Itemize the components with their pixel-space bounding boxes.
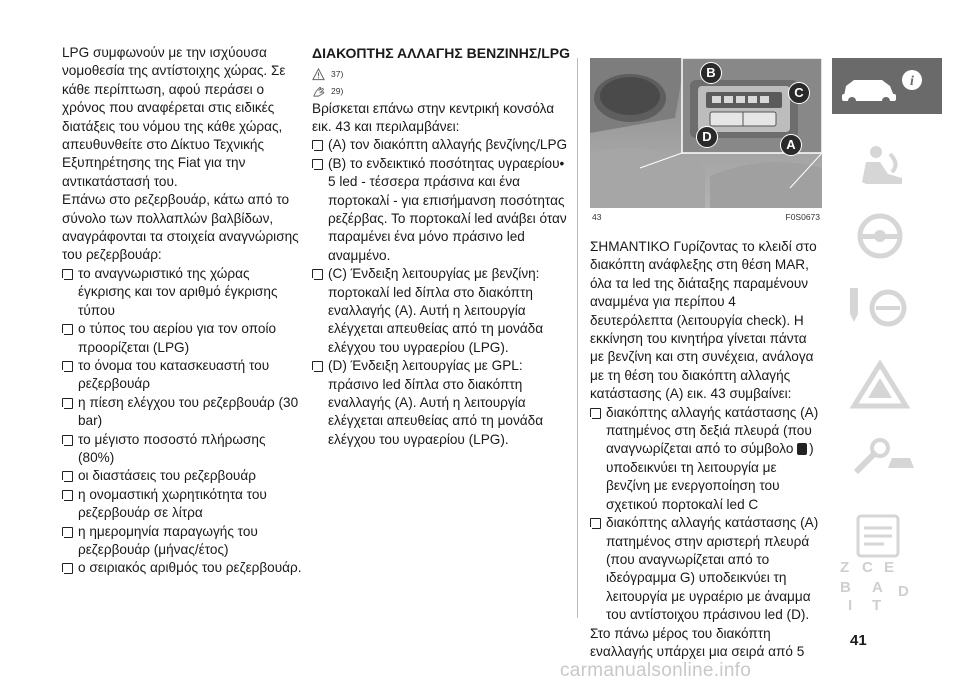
bullet-icon	[312, 269, 323, 280]
column-1	[62, 44, 302, 578]
tab-car-info[interactable]	[832, 58, 942, 114]
column-divider	[577, 58, 578, 618]
section-heading: ΔΙΑΚΟΠΤΗΣ ΑΛΛΑΓΗΣ ΒΕΝΖΙΝΗΣ/LPG	[312, 45, 570, 61]
list-item: το αναγνωριστικό της χώρας έγκρισης και τον αριθμό έγκρισης τύπου	[62, 265, 302, 320]
tab-start-drive[interactable]	[832, 278, 942, 334]
watermark: carmanualsonline.info	[560, 660, 752, 681]
steering-wheel-icon	[832, 208, 942, 264]
index-letters-icon	[832, 558, 942, 614]
list-item: ο σειριακός αριθμός του ρεζερβουάρ.	[62, 559, 302, 577]
label-b: B	[700, 62, 722, 84]
list-item: (B) το ενδεικτικό ποσότητας υγραερίου• 5 led - τέσσερα πράσινα και ένα πορτοκαλί - για επισήμανση ποσότητας ρεζέρβας. Το πορτοκαλί led ανάβει όταν παραμένει ένα μόνο πράσινο led αναμμένο.	[312, 155, 574, 265]
bullet-icon	[312, 140, 323, 151]
list-item: το μέγιστο ποσοστό πλήρωσης (80%)	[62, 431, 302, 468]
bullet-icon	[62, 269, 73, 280]
index-tab[interactable]	[832, 558, 942, 614]
warning-triangle-icon	[312, 68, 325, 81]
list-item: διακόπτης αλλαγής κατάστασης (A) πατημένος στη δεξιά πλευρά (που αναγνωρίζεται από το σύμβολο ) υποδεικνύει τη λειτουργία με βενζίνη με ενεργοποίηση του σχετικού πορτοκαλί led C	[590, 404, 822, 514]
label-a: A	[780, 134, 802, 156]
bullet-icon	[312, 361, 323, 372]
svg-text:E: E	[884, 559, 895, 576]
bullet-icon	[312, 159, 323, 170]
wrench-car-icon	[832, 428, 942, 484]
svg-text:C: C	[862, 559, 873, 576]
tank-info-paragraph: Επάνω στο ρεζερβουάρ, κάτω από το σύνολο των πολλαπλών βαλβίδων, αναγράφονται τα στοιχεία αναγνώρισης του ρεζερβουάρ:	[62, 192, 299, 263]
svg-text:I: I	[848, 597, 853, 614]
tab-safety[interactable]	[832, 138, 942, 194]
bullet-icon	[62, 527, 73, 538]
list-item: οι διαστάσεις του ρεζερβουάρ	[62, 467, 302, 485]
console-paragraph: Βρίσκεται επάνω στην κεντρική κονσόλα εικ. 43 και περιλαμβάνει:	[312, 100, 555, 134]
key-steering-icon	[832, 278, 942, 334]
svg-text:i: i	[910, 74, 914, 89]
svg-text:Z: Z	[840, 559, 850, 576]
list-item: (D) Ένδειξη λειτουργίας με GPL: πράσινο led δίπλα στο διακόπτη εναλλαγής (A). Αυτή η λειτουργία ελέγχεται απευθείας από τη μονάδα ελέγχου του υγραερίου (LPG).	[312, 357, 574, 449]
list-item: η πίεση ελέγχου του ρεζερβουάρ (30 bar)	[62, 394, 302, 431]
figure-number: 43	[592, 212, 602, 222]
fuel-pump-icon	[797, 443, 807, 455]
bullet-icon	[590, 518, 601, 529]
closing-paragraph: Στο πάνω μέρος του διακόπτη εναλλαγής υπάρχει μια σειρά από 5	[590, 625, 805, 659]
bullet-icon	[62, 435, 73, 446]
intro-paragraph: LPG συμφωνούν με την ισχύουσα νομοθεσία της αντίστοιχης χώρας. Σε κάθε περίπτωση, αφού περάσει ο χρόνος που αναφέρεται στις ειδικές διατάξεις του νόμου της κάθε χώρας, απευθυνθείτε στο Δίκτυο Τεχνικής Εξυπηρέτησης της Fiat για την αντικατάστασή του.	[62, 45, 286, 189]
list-item: η ονομαστική χωρητικότητα του ρεζερβουάρ σε λίτρα	[62, 486, 302, 523]
car-info-icon	[832, 58, 942, 114]
important-paragraph: ΣΗΜΑΝΤΙΚΟ Γυρίζοντας το κλειδί στο διακόπτη ανάφλεξης στη θέση MAR, όλα τα led της διάταξης παραμένουν αναμμένα για περίπου 4 δευτερόλεπτα (λειτουργία check). Η εκκίνηση του κινητήρα γίνεται πάντα με βενζίνη και στη συνέχεια, ανάλογα με τη θέση του διακόπτη αλλαγής κατάστασης (A) εικ. 43 συμβαίνει:	[590, 239, 817, 402]
tab-technical-data[interactable]	[832, 508, 942, 564]
warning-ref: 37)	[312, 66, 574, 83]
bullet-icon	[62, 490, 73, 501]
tech-data-icon	[832, 508, 942, 564]
chapter-sidebar	[832, 58, 942, 618]
tab-emergency[interactable]	[832, 358, 942, 414]
list-item: ο τύπος του αερίου για τον οποίο προορίζεται (LPG)	[62, 320, 302, 357]
caution-ref: 29)	[312, 83, 574, 100]
column-2	[312, 44, 574, 449]
label-c: C	[788, 82, 810, 104]
hand-caution-icon	[312, 85, 325, 98]
airbag-seat-icon	[832, 138, 942, 194]
column-3	[590, 238, 822, 661]
list-item: η ημερομηνία παραγωγής του ρεζερβουάρ (μήνας/έτος)	[62, 523, 302, 560]
bullet-icon	[590, 408, 601, 419]
label-d: D	[696, 126, 718, 148]
page-number: 41	[850, 632, 867, 649]
svg-text:A: A	[872, 579, 883, 596]
tab-maintenance[interactable]	[832, 428, 942, 484]
tab-instruments[interactable]	[832, 208, 942, 264]
figure-code: F0S0673	[785, 212, 820, 222]
list-item: (C) Ένδειξη λειτουργίας με βενζίνη: πορτοκαλί led δίπλα στο διακόπτη εναλλαγής (A). Αυτή η λειτουργία ελέγχεται απευθείας από τη μονάδα ελέγχου του υγραερίου (LPG).	[312, 265, 574, 357]
svg-text:D: D	[898, 583, 909, 600]
bullet-icon	[62, 563, 73, 574]
list-item: διακόπτης αλλαγής κατάστασης (A) πατημένος στην αριστερή πλευρά (που αναγνωρίζεται από το ιδεόγραμμα G) υποδεικνύει τη λειτουργία με υγραέριο με άναμμα του αντίστοιχου πράσινου led (D).	[590, 514, 822, 624]
bullet-icon	[62, 398, 73, 409]
list-item: (A) τον διακόπτη αλλαγής βενζίνης/LPG	[312, 136, 574, 154]
bullet-icon	[62, 324, 73, 335]
bullet-icon	[62, 361, 73, 372]
switch-photo	[590, 58, 822, 208]
bullet-icon	[62, 471, 73, 482]
list-item: το όνομα του κατασκευαστή του ρεζερβουάρ	[62, 357, 302, 394]
warning-triangle-icon	[832, 358, 942, 414]
svg-text:T: T	[872, 597, 882, 614]
svg-text:B: B	[840, 579, 851, 596]
